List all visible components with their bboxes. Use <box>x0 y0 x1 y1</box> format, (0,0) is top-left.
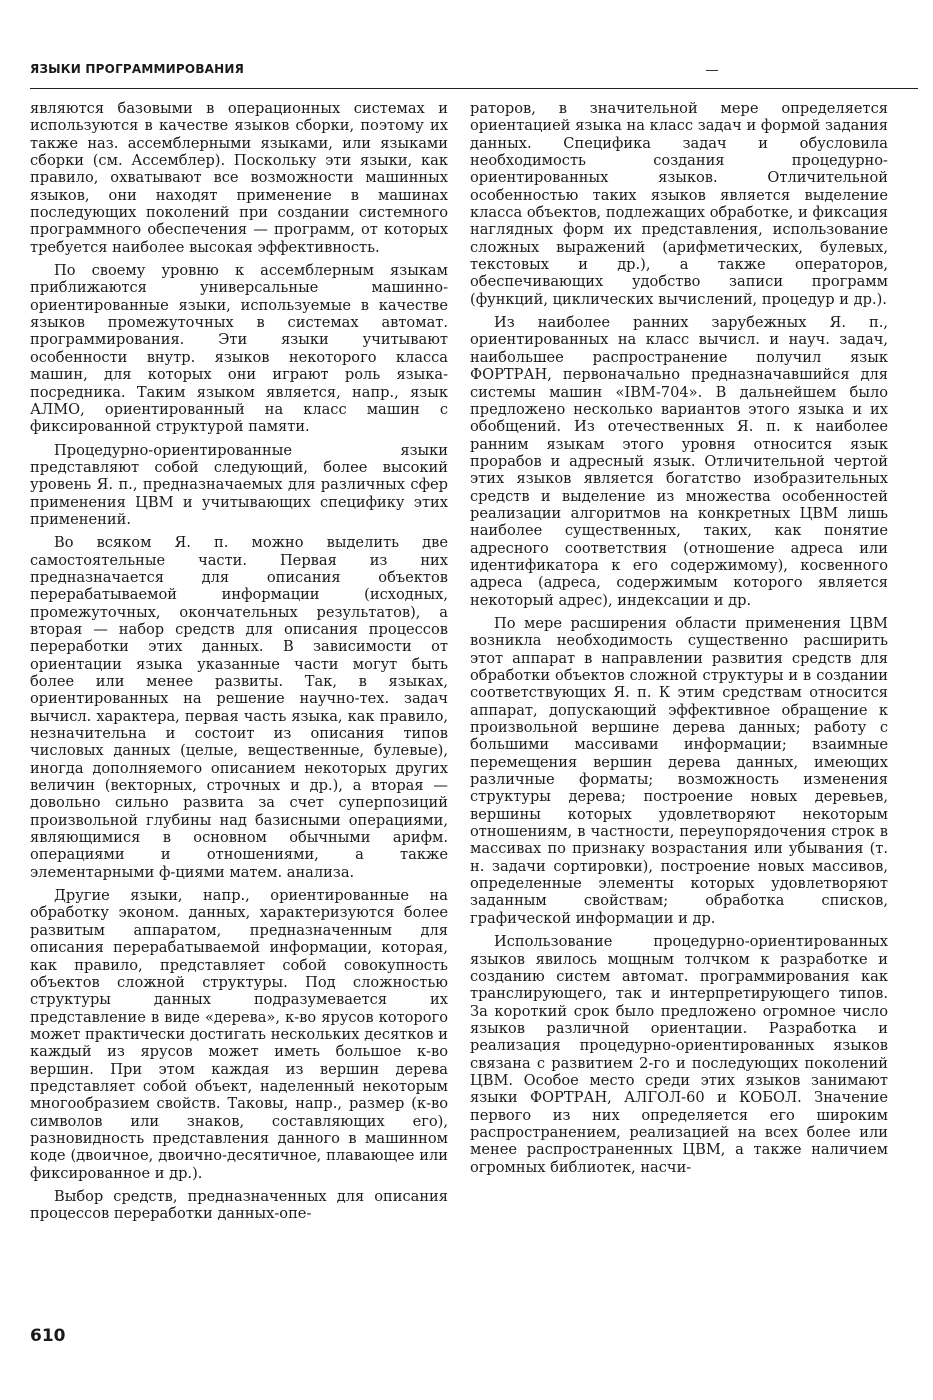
paragraph-1: являются базовыми в операционных системах и используются в качестве языков сборки, поэтому их также наз. ассемблерными языками, или языками сборки (см. Ассемблер). Поскольку эти языки, как правило, охватывают все возможности машинных языков, они находят применение в машинах последующих поколений при создании системного программного обеспечения — программ, от которых требуется наиболее высокая эффективность. <box>30 100 448 256</box>
page-number: 610 <box>30 1326 66 1346</box>
paragraph-6: Выбор средств, предназначенных для описания процессов переработки данных-опе- <box>30 1187 448 1223</box>
paragraph-8: Из наиболее ранних зарубежных Я. п., ориентированных на класс вычисл. и науч. задач, наибольшее распространение получил язык ФОРТРАН, первоначально предназначавшийся для системы машин «IBM-704». В дальнейшем было предложено несколько вариантов этого языка и их обобщений. Из отечественных Я. п. к наиболее ранним языкам этого уровня относится язык прорабов и адресный язык. Отличительной чертой этих языков является богатство изобразительных средств и выделение из множества особенностей реализации алгоритмов на конкретных ЦВМ лишь наиболее существенных, таких, как понятие адресного соответствия (отношение адреса или идентификатора к его содержимому), косвенного адреса (адреса, содержимым которого является некоторый адрес), индексации и др. <box>470 314 888 609</box>
paragraph-4: Во всяком Я. п. можно выделить две самостоятельные части. Первая из них предназначается для описания объектов перерабатываемой информации (исходных, промежуточных, окончательных результатов), а вторая — набор средств для описания процессов переработки этих данных. В зависимости от ориентации языка указанные части могут быть более или менее развиты. Так, в языках, ориентированных на решение научно-тех. задач вычисл. характера, первая часть языка, как правило, незначительна и состоит из описания типов числовых данных (целые, вещественные, булевые), иногда дополняемого описанием некоторых других величин (векторных, строчных и др.), а вторая — довольно сильно развита за счет суперпозиций произвольной глубины над базисными операциями, являющимися в основном обычными арифм. операциями и отношениями, а также элементарными ф-циями матем. анализа. <box>30 534 448 881</box>
paragraph-7: раторов, в значительной мере определяется ориентацией языка на класс задач и формой задания данных. Специфика задач и обусловила необходимость создания процедурно-ориентированных языков. Отличительной особенностью таких языков является выделение класса объектов, подлежащих обработке, и фиксация наглядных форм их представления, использование сложных выражений (арифметических, булевых, текстовых и др.), а также операторов, обеспечивающих удобство записи программ (функций, циклических вычислений, процедур и др.). <box>470 100 888 308</box>
left-column <box>30 100 448 1229</box>
header-rule <box>30 88 918 89</box>
paragraph-3: Процедурно-ориентированные языки представляют собой следующий, более высокий уровень Я. п., предназначаемых для различных сфер применения ЦВМ и учитывающих специфику этих применений. <box>30 441 448 528</box>
paragraph-5: Другие языки, напр., ориентированные на обработку эконом. данных, характеризуются более развитым аппаратом, предназначенным для описания перерабатываемой информации, которая, как правило, представляет собой совокупность объектов сложной структуры. Под сложностью структуры данных подразумевается их представление в виде «дерева», к-во ярусов которого может практически достигать нескольких десятков и каждый из ярусов может иметь большое к-во вершин. При этом каждая из вершин дерева представляет собой объект, наделенный некоторым многообразием свойств. Таковы, напр., размер (к-во символов или знаков, составляющих его), разновидность представления данного в машинном коде (двоичное, двоично-десятичное, плавающее или фиксированное и др.). <box>30 887 448 1182</box>
header-dash <box>706 70 718 71</box>
running-title: ЯЗЫКИ ПРОГРАММИРОВАНИЯ <box>30 62 245 76</box>
paragraph-9: По мере расширения области применения ЦВМ возникла необходимость существенно расширить этот аппарат в направлении развития средств для обработки объектов сложной структуры и в создании соответствующих Я. п. К этим средствам относится аппарат, допускающий эффективное обращение к произвольной вершине дерева данных; работу с большими массивами информации; взаимные перемещения вершин дерева данных, имеющих различные форматы; возможность изменения структуры дерева; построение новых деревьев, вершины которых удовлетворяют некоторым отношениям, в частности, переупорядочения строк в массивах по признаку возрастания или убывания (т. н. задачи сортировки), построение новых массивов, определенные элементы которых удовлетворяют заданным свойствам; обработка списков, графической информации и др. <box>470 614 888 927</box>
paragraph-2: По своему уровню к ассемблерным языкам приближаются универсальные машинно-ориентированные языки, используемые в качестве языков промежуточных в системах автомат. программирования. Эти языки учитывают особенности внутр. языков некоторого класса машин, для которых они играют роль языка-посредника. Таким языком является, напр., язык АЛМО, ориентированный на класс машин с фиксированной структурой памяти. <box>30 262 448 436</box>
paragraph-10: Использование процедурно-ориентированных языков явилось мощным толчком к разработке и созданию систем автомат. программирования как транслирующего, так и интерпретирующего типов. За короткий срок было предложено огромное число языков различной ориентации. Разработка и реализация процедурно-ориентированных языков связана с развитием 2-го и последующих поколений ЦВМ. Особое место среди этих языков занимают языки ФОРТРАН, АЛГОЛ-60 и КОБОЛ. Значение первого из них определяется его широким распространением, реализацией на всех более или менее распространенных ЦВМ, а также наличием огромных библиотек, насчи- <box>470 933 888 1176</box>
right-column <box>470 100 888 1182</box>
